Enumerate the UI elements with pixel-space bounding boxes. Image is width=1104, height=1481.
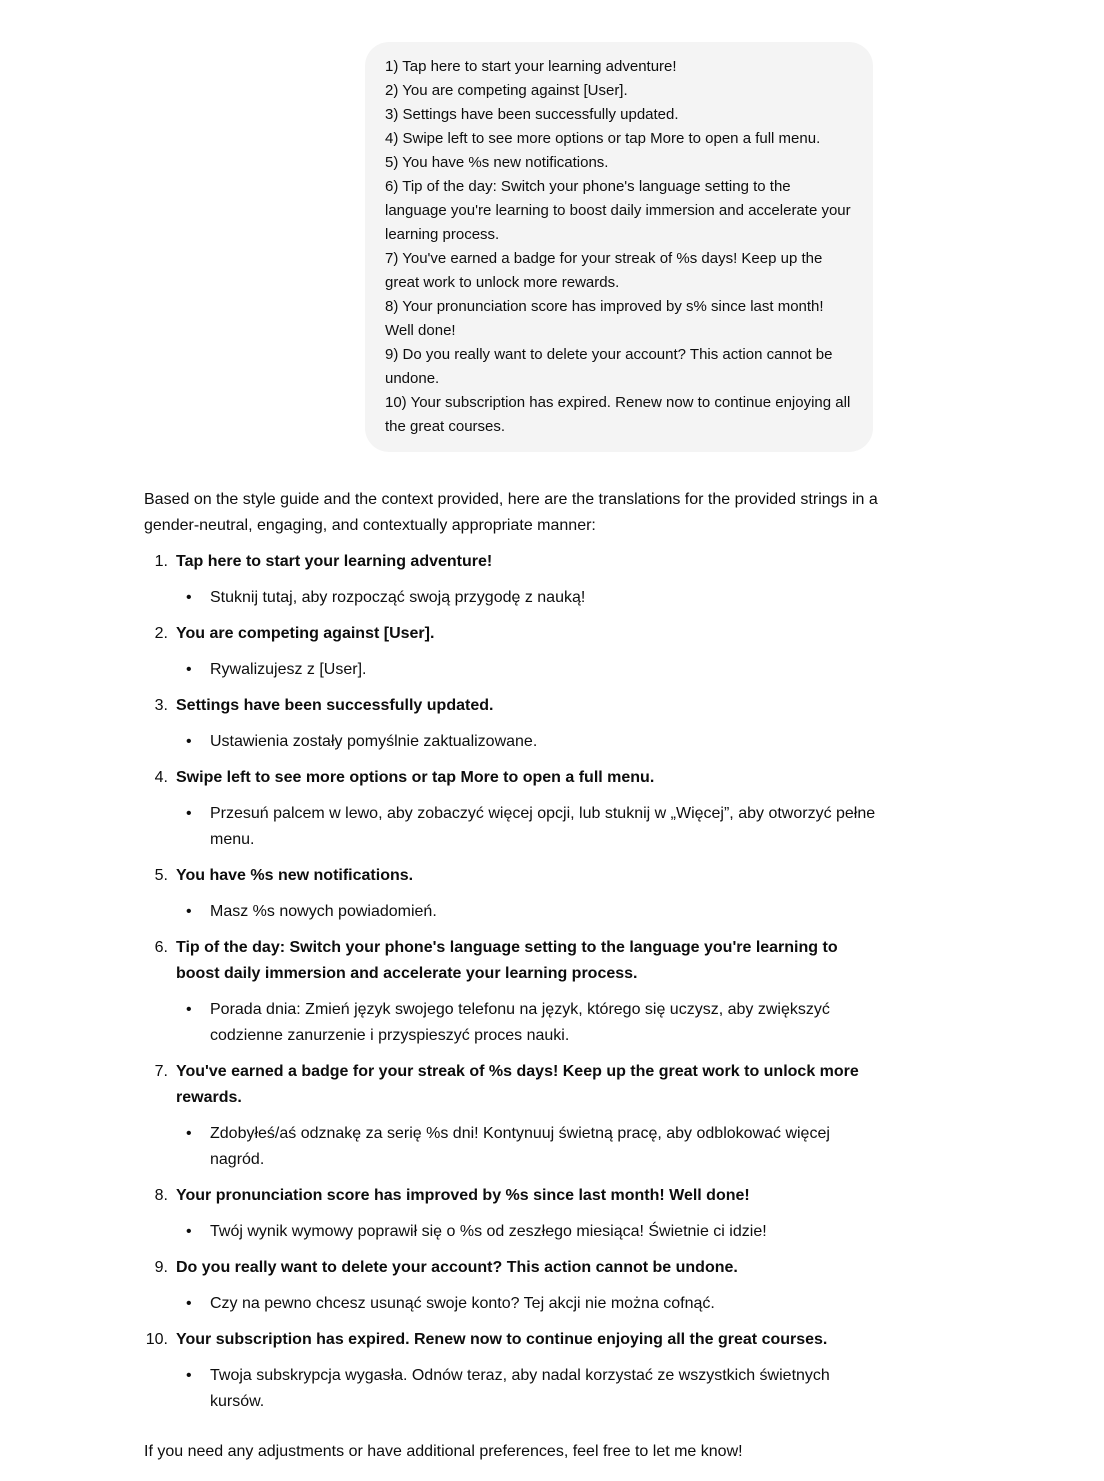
item-number: 10. (145, 1331, 168, 1348)
regenerate-button[interactable] (300, 1477, 336, 1481)
translation-item (144, 765, 884, 853)
item-number: 5. (154, 867, 168, 884)
item-translation: Porada dnia: Zmień język swojego telefonu na język, którego się uczysz, aby zwiększyć codzienne zanurzenie i przyspieszyć proces nauki. (210, 1001, 830, 1044)
translation-item (144, 935, 884, 1049)
translation-item (144, 1183, 884, 1245)
bullet-marker: • (186, 1295, 192, 1312)
bullet-marker: • (186, 1367, 192, 1384)
item-translation: Ustawienia zostały pomyślnie zaktualizowane. (210, 733, 538, 750)
user-message-line: 8) Your pronunciation score has improved by s% since last month! Well done! (385, 298, 824, 339)
translation-item (144, 863, 884, 925)
user-message-line: 4) Swipe left to see more options or tap More to open a full menu. (385, 130, 821, 147)
user-message-line: 3) Settings have been successfully updated. (385, 106, 679, 123)
assistant-message (144, 487, 884, 1481)
item-source-string: Tap here to start your learning adventure! (176, 553, 493, 570)
bullet-marker: • (186, 661, 192, 678)
item-source-string: Swipe left to see more options or tap More to open a full menu. (176, 769, 655, 786)
user-message-line: 1) Tap here to start your learning adventure! (385, 58, 677, 75)
good-response-button[interactable] (204, 1477, 230, 1481)
item-translation: Twoja subskrypcja wygasła. Odnów teraz, aby nadal korzystać ze wszystkich świetnych kursów. (210, 1367, 830, 1410)
item-translation: Czy na pewno chcesz usunąć swoje konto? Tej akcji nie można cofnąć. (210, 1295, 715, 1312)
user-message-line: 9) Do you really want to delete your account? This action cannot be undone. (385, 346, 833, 387)
bullet-marker: • (186, 1125, 192, 1142)
bullet-marker: • (186, 903, 192, 920)
bad-response-button[interactable] (236, 1477, 262, 1481)
item-source-string: Your subscription has expired. Renew now to continue enjoying all the great courses. (176, 1331, 828, 1348)
item-number: 2. (154, 625, 168, 642)
assistant-intro: Based on the style guide and the context provided, here are the translations for the provided strings in a gender-neutral, engaging, and contextually appropriate manner: (144, 491, 878, 534)
user-message-bubble (365, 42, 873, 452)
message-action-bar (140, 1477, 884, 1481)
bullet-marker: • (186, 805, 192, 822)
translation-item (144, 1327, 884, 1415)
item-source-string: Settings have been successfully updated. (176, 697, 494, 714)
bullet-marker: • (186, 589, 192, 606)
item-translation: Stuknij tutaj, aby rozpocząć swoją przygodę z nauką! (210, 589, 586, 606)
item-translation: Przesuń palcem w lewo, aby zobaczyć więcej opcji, lub stuknij w „Więcej”, aby otworzyć pełne menu. (210, 805, 876, 848)
bullet-marker: • (186, 733, 192, 750)
bullet-marker: • (186, 1223, 192, 1240)
user-message-line: 2) You are competing against [User]. (385, 82, 628, 99)
translation-item (144, 621, 884, 683)
item-number: 6. (154, 939, 168, 956)
user-message-line: 5) You have %s new notifications. (385, 154, 609, 171)
copy-button[interactable] (172, 1477, 198, 1481)
item-number: 3. (154, 697, 168, 714)
translation-item (144, 549, 884, 611)
item-number: 1. (154, 553, 168, 570)
bullet-marker: • (186, 1001, 192, 1018)
user-message-line: 10) Your subscription has expired. Renew now to continue enjoying all the great courses. (385, 394, 851, 435)
translation-item (144, 1255, 884, 1317)
translation-item (144, 1059, 884, 1173)
item-translation: Masz %s nowych powiadomień. (210, 903, 437, 920)
item-source-string: You have %s new notifications. (176, 867, 414, 884)
item-number: 4. (154, 769, 168, 786)
item-source-string: Do you really want to delete your account? This action cannot be undone. (176, 1259, 738, 1276)
item-number: 8. (154, 1187, 168, 1204)
translation-item (144, 693, 884, 755)
item-number: 9. (154, 1259, 168, 1276)
item-source-string: Tip of the day: Switch your phone's language setting to the language you're learning to boost daily immersion and accelerate your learning process. (176, 939, 838, 982)
item-source-string: Your pronunciation score has improved by %s since last month! Well done! (176, 1187, 750, 1204)
item-source-string: You are competing against [User]. (176, 625, 435, 642)
assistant-outro: If you need any adjustments or have additional preferences, feel free to let me know! (144, 1443, 743, 1460)
item-number: 7. (154, 1063, 168, 1080)
read-aloud-button[interactable] (140, 1477, 166, 1481)
item-translation: Rywalizujesz z [User]. (210, 661, 367, 678)
user-message-line: 7) You've earned a badge for your streak of %s days! Keep up the great work to unlock more rewards. (385, 250, 823, 291)
edit-in-canvas-button[interactable] (268, 1477, 294, 1481)
item-source-string: You've earned a badge for your streak of %s days! Keep up the great work to unlock more rewards. (176, 1063, 859, 1106)
item-translation: Zdobyłeś/aś odznakę za serię %s dni! Kontynuuj świetną pracę, aby odblokować więcej nagród. (210, 1125, 830, 1168)
user-message-line: 6) Tip of the day: Switch your phone's language setting to the language you're learning to boost daily immersion and accelerate your learning process. (385, 178, 851, 243)
item-translation: Twój wynik wymowy poprawił się o %s od zeszłego miesiąca! Świetnie ci idzie! (210, 1223, 767, 1240)
